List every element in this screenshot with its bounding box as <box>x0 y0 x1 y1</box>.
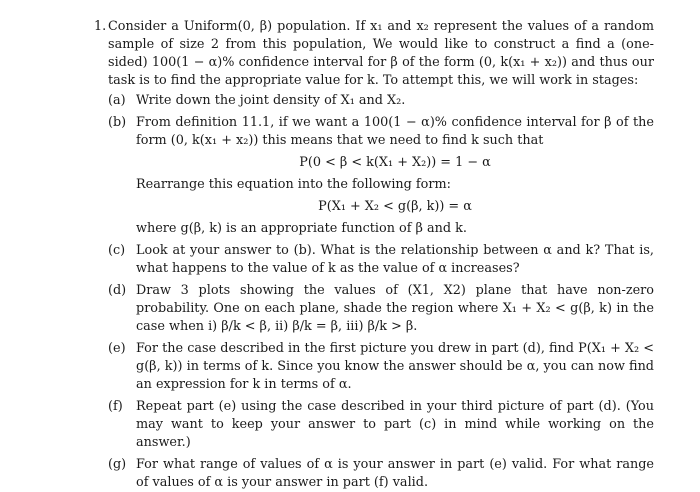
problem-number: 1. <box>94 19 107 34</box>
part-text: From definition 11.1, if we want a 100(1 − α)% confidence interval for β of the form (0, k(x₁ + x₂)) this means that we need to find k such that <box>136 115 654 148</box>
equation-rearranged: P(X₁ + X₂ < g(β, k)) = α <box>318 199 472 214</box>
part-label: (f) <box>108 399 123 414</box>
part-text: For the case described in the first picture you drew in part (d), find P(X₁ + X₂ < g(β, k)) in terms of k. Since you know the answer should be α, you can now find an expression for k in terms of α. <box>136 341 654 392</box>
rearrange-text: Rearrange this equation into the following form: <box>136 177 451 192</box>
part-f <box>108 398 654 452</box>
part-label: (d) <box>108 283 127 298</box>
part-a <box>108 92 654 110</box>
part-label: (e) <box>108 341 126 356</box>
parts-list <box>108 92 654 492</box>
part-c <box>108 242 654 278</box>
part-text: Write down the joint density of X₁ and X₂. <box>136 93 406 108</box>
part-d <box>108 282 654 336</box>
problem-intro: Consider a Uniform(0, β) population. If x₁ and x₂ represent the values of a random sample of size 2 from this population, We would like to construct a find a (one-sided) 100(1 − α)% confidence interval for β of the form (0, k(x₁ + x₂)) and thus our task is to find the appropriate value for k. To attempt this, we will work in stages: <box>108 19 654 88</box>
part-e <box>108 340 654 394</box>
part-label: (b) <box>108 115 127 130</box>
part-text: For what range of values of α is your answer in part (e) valid. For what range of values of α is your answer in part (f) valid. <box>136 457 654 490</box>
part-text: Look at your answer to (b). What is the relationship between α and k? That is, what happens to the value of k as the value of α increases? <box>136 243 654 276</box>
equation-probability: P(0 < β < k(X₁ + X₂)) = 1 − α <box>299 155 491 170</box>
part-g <box>108 456 654 492</box>
part-label: (a) <box>108 93 126 108</box>
part-label: (c) <box>108 243 126 258</box>
where-text: where g(β, k) is an appropriate function of β and k. <box>136 221 467 236</box>
part-b <box>108 114 654 238</box>
part-label: (g) <box>108 457 127 472</box>
part-text: Repeat part (e) using the case described in your third picture of part (d). (You may want to keep your answer to part (c) in mind while working on the answer.) <box>136 399 654 450</box>
part-text: Draw 3 plots showing the values of (X1, X2) plane that have non-zero probability. One on each plane, shade the region where X₁ + X₂ < g(β, k) in the case when i) β/k < β, ii) β/k = β, iii) β/k > β. <box>136 283 654 334</box>
